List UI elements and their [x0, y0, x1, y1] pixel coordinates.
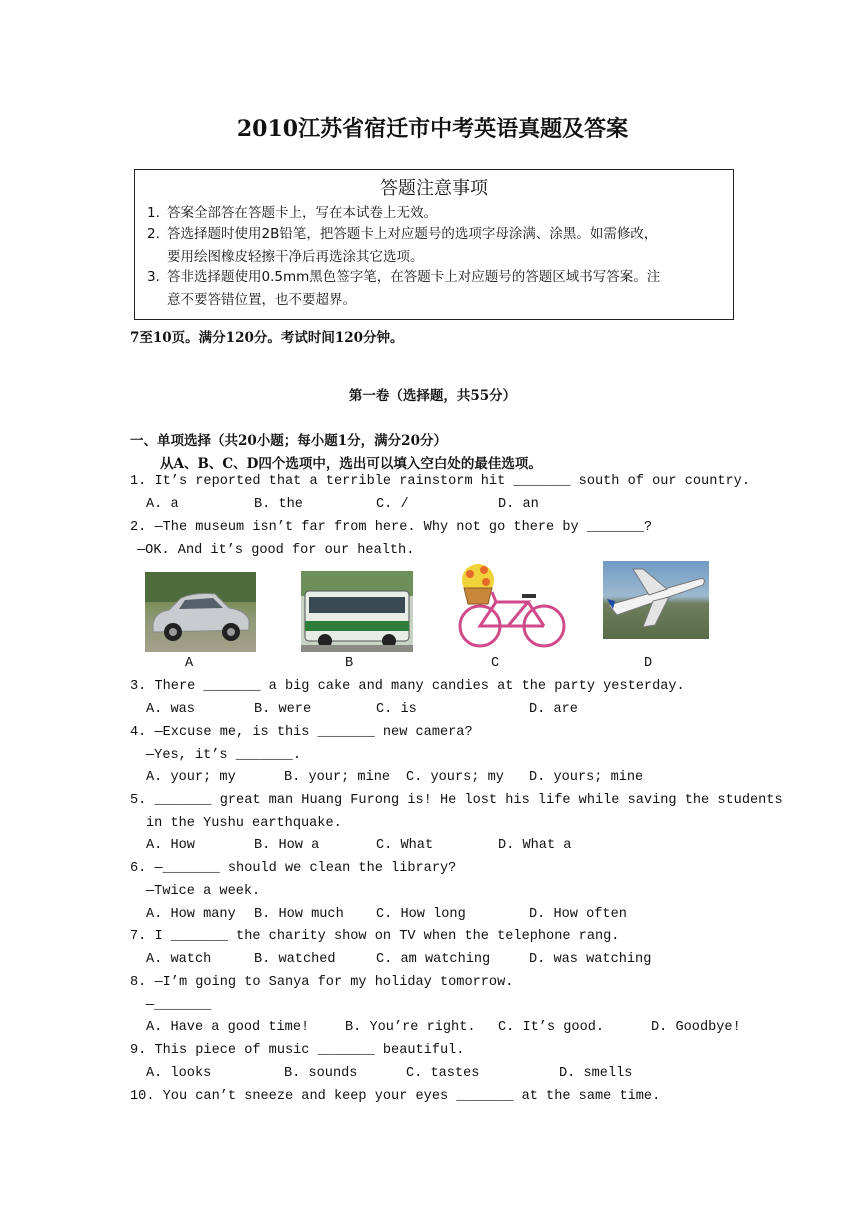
- q7-option-d: D. was watching: [529, 952, 652, 967]
- notice-box: [134, 169, 734, 320]
- q6-option-b: B. How much: [254, 907, 344, 922]
- notice-item-2: [147, 223, 657, 269]
- q8-option-a: A. Have a good time!: [146, 1020, 310, 1035]
- q3-option-a: A. was: [146, 702, 195, 717]
- car-image: [145, 572, 256, 652]
- q5-option-c: C. What: [376, 838, 434, 853]
- notice-item-text-cont: 要用绘图橡皮轻擦干净后再选涂其它选项。: [167, 249, 424, 265]
- q4-option-b: B. your; mine: [284, 770, 391, 785]
- question-2-reply: —OK. And it’s good for our health.: [137, 543, 415, 558]
- page-title: 2010江苏省宿迁市中考英语真题及答案: [236, 116, 629, 142]
- question-6-stem: 6. —_______ should we clean the library?: [130, 861, 457, 876]
- notice-item-3: [147, 266, 660, 312]
- q1-option-c: C. /: [376, 497, 409, 512]
- question-10-stem: 10. You can’t sneeze and keep your eyes _______ at the same time.: [130, 1089, 661, 1104]
- section-heading: 一、单项选择（共20小题；每小题1分，满分20分）: [130, 433, 447, 449]
- q8-option-d: D. Goodbye!: [651, 1020, 741, 1035]
- q3-option-c: C. is: [376, 702, 417, 717]
- q9-option-a: A. looks: [146, 1066, 212, 1081]
- pages-note: 7至10页。满分120分。考试时间120分钟。: [130, 330, 404, 346]
- notice-item-text: 答选择题时使用2B铅笔，把答题卡上对应题号的选项字母涂满、涂黑。如需修改，: [167, 226, 658, 242]
- notice-item-number: 1.: [147, 205, 160, 221]
- q6-option-d: D. How often: [529, 907, 627, 922]
- q4-option-a: A. your; my: [146, 770, 236, 785]
- q5-option-b: B. How a: [254, 838, 320, 853]
- q3-option-b: B. were: [254, 702, 312, 717]
- q1-option-a: A. a: [146, 497, 179, 512]
- q8-option-b: B. You’re right.: [345, 1020, 476, 1035]
- image-caption-b: B: [345, 656, 354, 671]
- bicycle-image: [456, 552, 568, 652]
- image-caption-a: A: [185, 656, 194, 671]
- question-5-stem: 5. _______ great man Huang Furong is! He lost his life while saving the students: [130, 793, 783, 808]
- q4-option-d: D. yours; mine: [529, 770, 644, 785]
- notice-item-number: 2.: [147, 226, 160, 242]
- q9-option-d: D. smells: [559, 1066, 633, 1081]
- notice-item-text-cont: 意不要答错位置，也不要超界。: [167, 292, 356, 308]
- section-instruction: 从A、B、C、D四个选项中，选出可以填入空白处的最佳选项。: [160, 456, 542, 472]
- question-5-stem-cont: in the Yushu earthquake.: [146, 816, 342, 831]
- q9-option-b: B. sounds: [284, 1066, 358, 1081]
- notice-heading: 答题注意事项: [380, 178, 488, 199]
- image-caption-c: C: [491, 656, 500, 671]
- q6-option-c: C. How long: [376, 907, 466, 922]
- question-6-reply: —Twice a week.: [146, 884, 261, 899]
- question-4-reply: —Yes, it’s _______.: [146, 748, 301, 763]
- question-2-stem: 2. —The museum isn’t far from here. Why not go there by _______?: [130, 520, 653, 535]
- question-4-stem: 4. —Excuse me, is this _______ new camera?: [130, 725, 473, 740]
- question-7-stem: 7. I _______ the charity show on TV when the telephone rang.: [130, 929, 620, 944]
- q3-option-d: D. are: [529, 702, 578, 717]
- q7-option-b: B. watched: [254, 952, 336, 967]
- q7-option-c: C. am watching: [376, 952, 491, 967]
- q1-option-d: D. an: [498, 497, 539, 512]
- q6-option-a: A. How many: [146, 907, 236, 922]
- question-9-stem: 9. This piece of music _______ beautiful.: [130, 1043, 465, 1058]
- q5-option-d: D. What a: [498, 838, 572, 853]
- question-1-stem: 1. It’s reported that a terrible rainstorm hit _______ south of our country.: [130, 474, 750, 489]
- notice-item-number: 3.: [147, 269, 160, 285]
- notice-item-text: 答非选择题使用0.5mm黑色签字笔，在答题卡上对应题号的答题区域书写答案。注: [167, 269, 661, 285]
- q7-option-a: A. watch: [146, 952, 212, 967]
- q8-option-c: C. It’s good.: [498, 1020, 605, 1035]
- question-3-stem: 3. There _______ a big cake and many candies at the party yesterday.: [130, 679, 685, 694]
- image-caption-d: D: [644, 656, 653, 671]
- question-8-stem: 8. —I’m going to Sanya for my holiday tomorrow.: [130, 975, 514, 990]
- bus-image: [301, 571, 413, 652]
- q5-option-a: A. How: [146, 838, 195, 853]
- notice-item-text: 答案全部答在答题卡上，写在本试卷上无效。: [167, 205, 437, 221]
- notice-item-1: [147, 202, 437, 225]
- q1-option-b: B. the: [254, 497, 303, 512]
- part-title: 第一卷（选择题，共55分）: [348, 388, 517, 404]
- airplane-image: [603, 561, 709, 639]
- question-8-reply: —_______: [146, 998, 212, 1013]
- q4-option-c: C. yours; my: [406, 770, 504, 785]
- q9-option-c: C. tastes: [406, 1066, 480, 1081]
